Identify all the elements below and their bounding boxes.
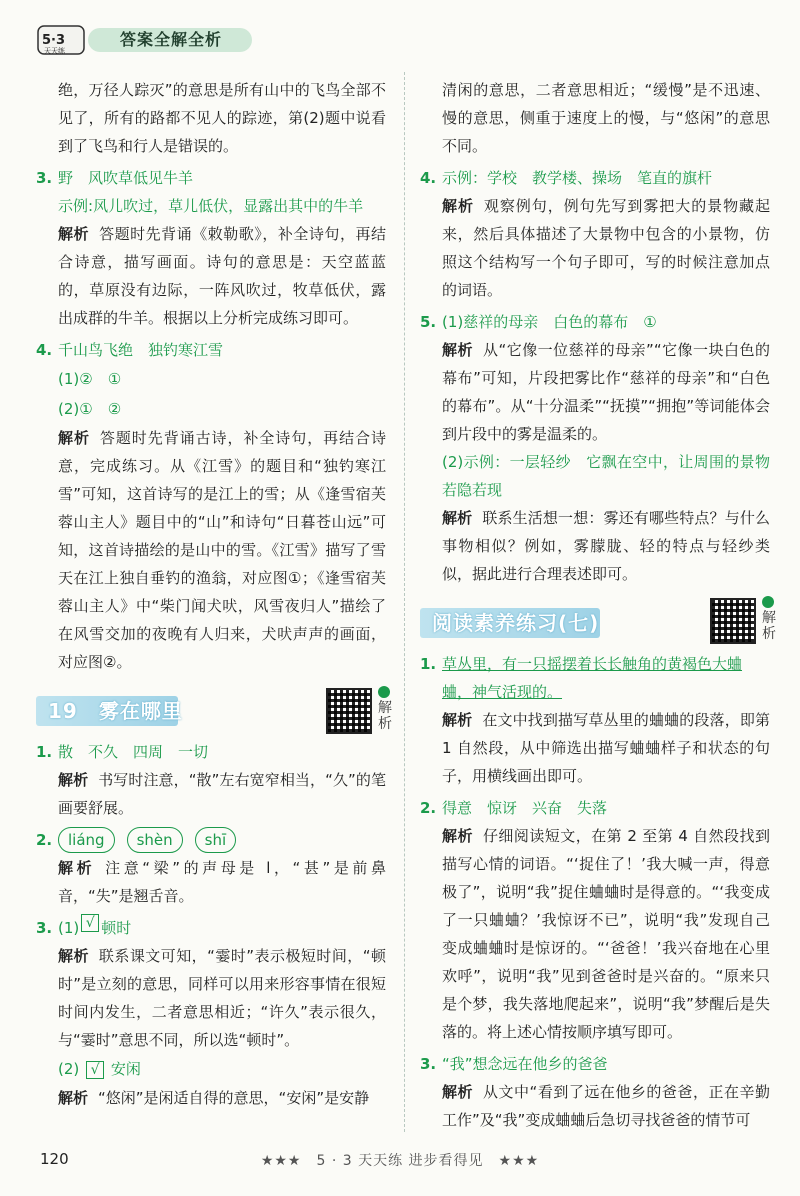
l1-answer: 1. 散 不久 四周 一切 <box>36 743 209 761</box>
q3-analysis: 解析 答题时先背诵《敕勒歌》，补全诗句，再结合诗意，描写画面。诗句的意思是：天空蓝蓝的，草原没有边际，一阵风吹过，牧草低伏，露出成群的牛羊。根据以上分析完成练习即可。 <box>58 225 386 327</box>
page-number: 120 <box>40 1150 69 1168</box>
q3-example: 示例:风儿吹过，草儿低伏，显露出其中的牛羊 <box>58 197 364 215</box>
l2-answer: 2. liáng shèn shī <box>36 826 386 854</box>
l1-analysis: 解析 书写时注意，“散”左右宽窄相当，“久”的笔画要舒展。 <box>58 771 386 817</box>
header-title: 答案全解全析 <box>88 28 252 52</box>
l3-sub2: (2) √ 安闲 <box>58 1060 141 1078</box>
r2-analysis: 解析 仔细阅读短文，在第 2 至第 4 自然段找到描写心情的词语。“‘捉住了！’我大喊一声，得意极了”，说明“我”捉住蛐蛐时是得意的。“‘我变成了一只蛐蛐？’我惊讶不已”，说明“我”发现自己变成蛐蛐时是惊讶的。“‘爸爸！’我兴奋地在心里欢呼”，说明“我”见到爸爸时是兴奋的。“原来只是个梦，我失落地爬起来”，说明“我”梦醒后是失落的。将上述心情按顺序填写即可。 <box>442 827 770 1041</box>
pinyin-3: shī <box>195 827 237 853</box>
pinyin-1: liáng <box>58 827 115 853</box>
svg-text:天天练: 天天练 <box>44 47 65 55</box>
svg-text:5·3: 5·3 <box>42 33 66 48</box>
reading-heading <box>420 598 776 646</box>
qr-code-icon[interactable] <box>326 688 372 734</box>
r1-analysis: 解析 在文中找到描写草丛里的蛐蛐的段落，即第 1 自然段，从中筛选出描写蛐蛐样子和状态的句子，用横线画出即可。 <box>442 711 770 785</box>
left-intro: 绝，万径人踪灭”的意思是所有山中的飞鸟全部不见了，所有的路都不见人的踪迹，第(2)题中说看到了飞鸟和行人是错误的。 <box>58 81 386 155</box>
lesson-title: 19 雾在哪里 <box>48 699 183 723</box>
l3-answer: 3. (1) √ 顿时 <box>36 915 132 937</box>
rq4-answer: 4. 示例：学校 教学楼、操场 笔直的旗杆 <box>420 169 713 187</box>
qr-code-icon[interactable] <box>710 598 756 644</box>
right-column <box>420 76 776 1134</box>
q4-analysis: 解析 答题时先背诵古诗，补全诗句，再结合诗意，完成练习。从《江雪》的题目和“独钓寒江雪”可知，这首诗写的是江上的雪；从《逢雪宿芙蓉山主人》题目中的“山”和诗句“日暮苍山远”可知，这首诗描绘的是山中的雪。《江雪》描写了雪天在江上独自垂钓的渔翁，对应图①；《逢雪宿芙蓉山主人》中“柴门闻犬吠，风雪夜归人”描绘了在风雪交加的夜晚有人归来，犬吠声声的画面，对应图②。 <box>58 429 386 671</box>
r1-answer: 1. 草丛里，有一只摇摆着长长触角的黄褐色大蛐蛐，神气活现的。 <box>420 655 743 701</box>
q3-answer: 3. 野 风吹草低见牛羊 <box>36 169 194 187</box>
l3-analysis1: 解析 联系课文可知，“霎时”表示极短时间，“顿时”是立刻的意思，同样可以用来形容事情在很短时间内发生，二者意思相近；“许久”表示很久，与“霎时”意思不同，所以选“顿时”。 <box>58 947 386 1049</box>
play-icon <box>762 596 774 608</box>
l2-analysis: 解析 注意“梁”的声母是 l，“甚”是前鼻音，“失”是翘舌音。 <box>58 859 386 905</box>
q4-sub1: (1)② ① <box>58 370 122 388</box>
column-divider <box>404 72 405 1132</box>
page-header <box>36 22 276 58</box>
q4-sub2: (2)① ② <box>58 400 122 418</box>
play-icon <box>378 686 390 698</box>
footer-slogan: ★★★ 5 · 3 天天练 进步看得见 ★★★ <box>260 1153 540 1169</box>
rq4-analysis: 解析 观察例句，例句先写到雾把大的景物藏起来，然后具体描述了大景物中包含的小景物，仿照这个结构写一个句子即可，写的时候注意加点的词语。 <box>442 197 770 299</box>
l3-analysis2: 解析 “悠闲”是闲适自得的意思，“安闲”是安静 <box>58 1089 370 1107</box>
check-mark-icon: √ <box>81 914 99 932</box>
page-footer <box>0 1150 800 1174</box>
rq5-sub2: (2)示例：一层轻纱 它飘在空中，让周围的景物若隐若现 <box>442 453 770 499</box>
r2-answer: 2. 得意 惊讶 兴奋 失落 <box>420 799 608 817</box>
lesson-heading <box>36 686 392 734</box>
rq5-answer: 5. (1)慈祥的母亲 白色的幕布 ① <box>420 313 657 331</box>
rq5-analysis1: 解析 从“它像一位慈祥的母亲”“它像一块白色的幕布”可知，片段把雾比作“慈祥的母亲”和“白色的幕布”。从“十分温柔”“抚摸”“拥抱”等词能体会到片段中的雾是温柔的。 <box>442 341 770 443</box>
brand-logo <box>36 22 90 58</box>
reading-title: 阅读素养练习(七) <box>432 611 600 635</box>
q4-answer: 4. 千山鸟飞绝 独钓寒江雪 <box>36 341 224 359</box>
check-mark-icon: √ <box>86 1061 104 1079</box>
pinyin-2: shèn <box>127 827 183 853</box>
qr-label: 解析 <box>762 610 776 642</box>
rq5-analysis2: 解析 联系生活想一想：雾还有哪些特点？与什么事物相似？例如，雾朦胧、轻的特点与轻纱类似，据此进行合理表述即可。 <box>442 509 770 583</box>
r3-analysis: 解析 从文中“看到了远在他乡的爸爸，正在辛勤工作”及“我”变成蛐蛐后急切寻找爸爸的情节可 <box>442 1083 770 1129</box>
right-intro: 清闲的意思，二者意思相近；“缓慢”是不迅速、慢的意思，侧重于速度上的慢，与“悠闲”的意思不同。 <box>442 81 770 155</box>
qr-label: 解析 <box>378 700 392 732</box>
left-column <box>36 76 392 1112</box>
r3-answer: 3. “我”想念远在他乡的爸爸 <box>420 1055 608 1073</box>
